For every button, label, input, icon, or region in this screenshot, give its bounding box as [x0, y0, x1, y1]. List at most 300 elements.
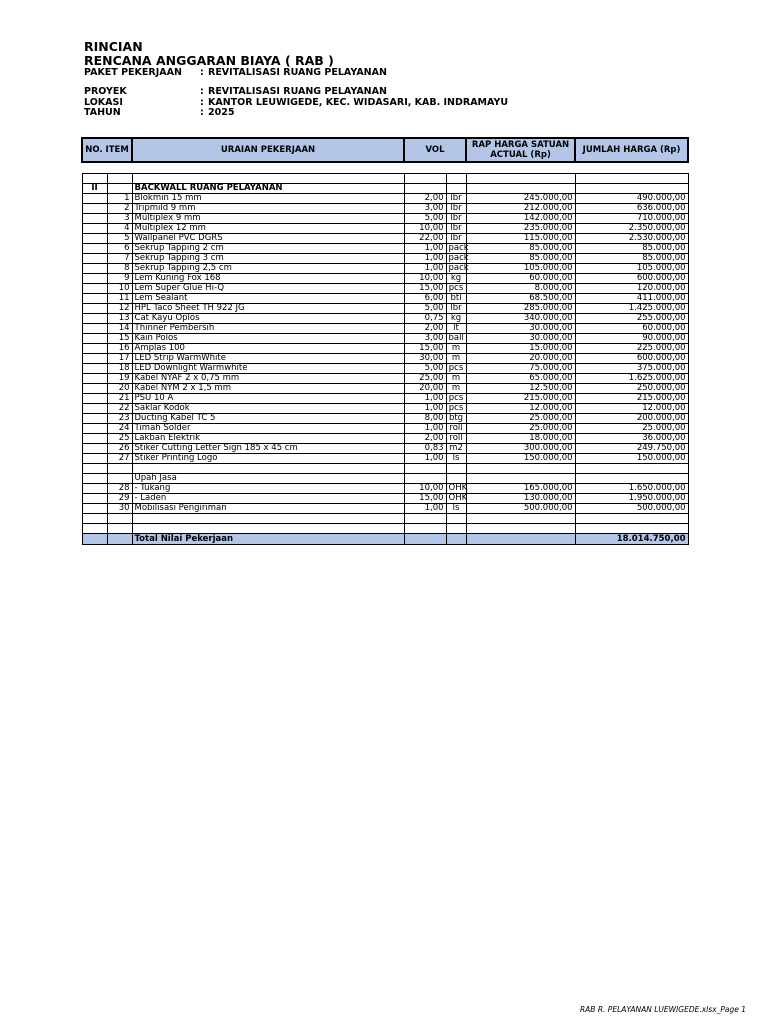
empty-row	[82, 524, 688, 534]
item-total-price: 25.000,00	[575, 424, 688, 434]
table-row	[82, 304, 688, 314]
item-volume: 2,00	[404, 324, 446, 334]
empty-cell	[446, 524, 466, 534]
item-unit-price: 68.500,00	[466, 294, 575, 304]
table-row	[82, 244, 688, 254]
empty-cell	[446, 514, 466, 524]
item-volume: 5,00	[404, 304, 446, 314]
empty-row	[82, 464, 688, 474]
field-label: TAHUN	[84, 107, 121, 118]
field-separator: :	[200, 97, 204, 108]
empty-cell	[404, 464, 446, 474]
item-number: 20	[107, 384, 132, 394]
item-description: Wallpanel PVC DGRS	[132, 234, 404, 244]
item-number: 18	[107, 364, 132, 374]
empty-cell	[107, 524, 132, 534]
item-number: 5	[107, 234, 132, 244]
item-total-price: 249.750,00	[575, 444, 688, 454]
empty-cell	[82, 334, 107, 344]
item-volume: 0,83	[404, 444, 446, 454]
item-total-price: 150.000,00	[575, 454, 688, 464]
field-label: PROYEK	[84, 86, 127, 97]
item-number: 16	[107, 344, 132, 354]
page-footer: RAB R. PELAYANAN LUEWIGEDE.xlsx_Page 1	[579, 1005, 746, 1014]
empty-cell	[446, 464, 466, 474]
item-unit-price: 8.000,00	[466, 284, 575, 294]
item-unit: lbr	[446, 214, 466, 224]
item-number: 25	[107, 434, 132, 444]
item-unit-price: 65.000,00	[466, 374, 575, 384]
item-description: Lem Sealant	[132, 294, 404, 304]
item-unit-price: 75.000,00	[466, 364, 575, 374]
item-description: Multiplex 9 mm	[132, 214, 404, 224]
item-volume: 10,00	[404, 274, 446, 284]
empty-cell	[82, 524, 107, 534]
total-row	[82, 534, 688, 545]
item-total-price: 490.000,00	[575, 194, 688, 204]
item-unit-price: 85.000,00	[466, 244, 575, 254]
item-total-price: 1.950.000,00	[575, 494, 688, 504]
empty-cell	[107, 514, 132, 524]
item-description: Sekrup Tapping 2,5 cm	[132, 264, 404, 274]
item-total-price: 1.650.000,00	[575, 484, 688, 494]
empty-cell	[466, 464, 575, 474]
item-total-price: 710.000,00	[575, 214, 688, 224]
col-header-total-price: JUMLAH HARGA (Rp)	[575, 138, 688, 162]
item-unit-price: 15.000,00	[466, 344, 575, 354]
item-volume: 30,00	[404, 354, 446, 364]
doc-subtitle: RENCANA ANGGARAN BIAYA ( RAB )	[84, 53, 334, 68]
item-unit-price: 30.000,00	[466, 324, 575, 334]
item-unit: btl	[446, 294, 466, 304]
item-description: Cat Kayu Oplos	[132, 314, 404, 324]
empty-cell	[107, 464, 132, 474]
item-unit: m	[446, 344, 466, 354]
empty-cell	[82, 344, 107, 354]
item-volume: 25,00	[404, 374, 446, 384]
empty-cell	[82, 304, 107, 314]
item-unit: lbr	[446, 234, 466, 244]
item-total-price: 600.000,00	[575, 354, 688, 364]
item-description: Amplas 100	[132, 344, 404, 354]
table-row	[82, 504, 688, 514]
field-separator: :	[200, 107, 204, 118]
item-volume: 1,00	[404, 424, 446, 434]
empty-cell	[82, 434, 107, 444]
field-separator: :	[200, 67, 204, 78]
item-unit: m	[446, 354, 466, 364]
item-number: 22	[107, 404, 132, 414]
table-row	[82, 214, 688, 224]
empty-cell	[82, 414, 107, 424]
item-total-price: 1.625.000,00	[575, 374, 688, 384]
empty-cell	[404, 514, 446, 524]
item-total-price: 215.000,00	[575, 394, 688, 404]
item-number: 14	[107, 324, 132, 334]
item-volume: 20,00	[404, 384, 446, 394]
item-number: 8	[107, 264, 132, 274]
empty-cell	[82, 384, 107, 394]
item-unit: pack	[446, 254, 466, 264]
item-volume: 1,00	[404, 264, 446, 274]
item-unit: lbr	[446, 224, 466, 234]
table-row	[82, 434, 688, 444]
empty-cell	[132, 464, 404, 474]
empty-cell	[466, 474, 575, 484]
table-row	[82, 414, 688, 424]
empty-cell	[107, 474, 132, 484]
item-description: Thinner Pembersih	[132, 324, 404, 334]
table-row	[82, 494, 688, 504]
item-number: 13	[107, 314, 132, 324]
empty-cell	[404, 534, 446, 545]
col-header-vol: VOL	[404, 138, 466, 162]
item-unit-price: 12.500,00	[466, 384, 575, 394]
item-total-price: 200.000,00	[575, 414, 688, 424]
item-number: 9	[107, 274, 132, 284]
item-volume: 1,00	[404, 394, 446, 404]
item-number: 30	[107, 504, 132, 514]
empty-cell	[466, 534, 575, 545]
item-unit-price: 115.000,00	[466, 234, 575, 244]
item-unit-price: 215.000,00	[466, 394, 575, 404]
empty-cell	[82, 234, 107, 244]
table-row	[82, 354, 688, 364]
table-body	[82, 162, 688, 545]
table-row	[82, 424, 688, 434]
item-unit: pack	[446, 244, 466, 254]
item-description: HPL Taco Sheet TH 922 JG	[132, 304, 404, 314]
item-description: - Laden	[132, 494, 404, 504]
item-unit-price: 165.000,00	[466, 484, 575, 494]
item-unit-price: 300.000,00	[466, 444, 575, 454]
item-description: Ducting Kabel TC 5	[132, 414, 404, 424]
item-volume: 15,00	[404, 494, 446, 504]
item-unit-price: 212.000,00	[466, 204, 575, 214]
item-unit: lt	[446, 324, 466, 334]
item-description: LED Strip WarmWhite	[132, 354, 404, 364]
table-row	[82, 284, 688, 294]
item-unit: lbr	[446, 204, 466, 214]
item-total-price: 636.000,00	[575, 204, 688, 214]
item-number: 27	[107, 454, 132, 464]
item-unit-price: 85.000,00	[466, 254, 575, 264]
item-unit: pcs	[446, 404, 466, 414]
empty-cell	[466, 524, 575, 534]
empty-cell	[132, 524, 404, 534]
item-total-price: 60.000,00	[575, 324, 688, 334]
table-row	[82, 224, 688, 234]
item-unit-price: 25.000,00	[466, 414, 575, 424]
item-total-price: 105.000,00	[575, 264, 688, 274]
item-description: Kain Polos	[132, 334, 404, 344]
section-row	[82, 184, 688, 194]
item-number: 28	[107, 484, 132, 494]
item-unit-price: 245.000,00	[466, 194, 575, 204]
item-unit: m2	[446, 444, 466, 454]
item-volume: 1,00	[404, 254, 446, 264]
field-label: LOKASI	[84, 97, 123, 108]
empty-cell	[82, 284, 107, 294]
field-value: REVITALISASI RUANG PELAYANAN	[208, 67, 387, 78]
item-description: Lem Kuning Fox 168	[132, 274, 404, 284]
item-number: 17	[107, 354, 132, 364]
table-row	[82, 394, 688, 404]
col-header-unit-price: RAP HARGA SATUAN ACTUAL (Rp)	[466, 138, 575, 162]
total-label: Total Nilai Pekerjaan	[132, 534, 404, 545]
item-number: 10	[107, 284, 132, 294]
item-total-price: 36.000,00	[575, 434, 688, 444]
item-unit: OHK	[446, 484, 466, 494]
item-volume: 5,00	[404, 214, 446, 224]
item-volume: 22,00	[404, 234, 446, 244]
table-row	[82, 234, 688, 244]
item-total-price: 375.000,00	[575, 364, 688, 374]
item-unit-price: 340.000,00	[466, 314, 575, 324]
item-total-price: 600.000,00	[575, 274, 688, 284]
empty-cell	[82, 294, 107, 304]
item-volume: 1,00	[404, 454, 446, 464]
item-volume: 1,00	[404, 244, 446, 254]
item-description: Timah Solder	[132, 424, 404, 434]
empty-cell	[82, 514, 107, 524]
labour-heading: Upah Jasa	[132, 474, 404, 484]
empty-cell	[82, 504, 107, 514]
table-row	[82, 484, 688, 494]
empty-cell	[82, 264, 107, 274]
field-value: 2025	[208, 107, 235, 118]
item-unit: m	[446, 384, 466, 394]
table-row	[82, 314, 688, 324]
empty-cell	[82, 454, 107, 464]
item-volume: 15,00	[404, 344, 446, 354]
item-number: 29	[107, 494, 132, 504]
empty-cell	[82, 424, 107, 434]
empty-cell	[575, 474, 688, 484]
item-number: 6	[107, 244, 132, 254]
total-value: 18.014.750,00	[575, 534, 688, 545]
empty-cell	[466, 514, 575, 524]
item-description: Kabel NYM 2 x 1,5 mm	[132, 384, 404, 394]
item-description: Mobilisasi Pengiriman	[132, 504, 404, 514]
empty-cell	[82, 244, 107, 254]
empty-cell	[82, 464, 107, 474]
empty-cell	[82, 324, 107, 334]
item-unit: pack	[446, 264, 466, 274]
item-volume: 10,00	[404, 484, 446, 494]
empty-row	[82, 174, 688, 184]
item-description: Blokmin 15 mm	[132, 194, 404, 204]
item-unit-price: 12.000,00	[466, 404, 575, 414]
item-total-price: 255.000,00	[575, 314, 688, 324]
section-title: BACKWALL RUANG PELAYANAN	[132, 184, 404, 194]
empty-cell	[446, 534, 466, 545]
item-total-price: 225.000,00	[575, 344, 688, 354]
doc-title: RINCIAN	[84, 39, 143, 54]
empty-cell	[82, 534, 107, 545]
item-description: Kabel NYAF 2 x 0,75 mm	[132, 374, 404, 384]
item-description: Stiker Cutting Letter Sign 185 x 45 cm	[132, 444, 404, 454]
empty-cell	[446, 474, 466, 484]
table-row	[82, 194, 688, 204]
item-description: Multiplex 12 mm	[132, 224, 404, 234]
item-number: 21	[107, 394, 132, 404]
item-volume: 10,00	[404, 224, 446, 234]
item-number: 11	[107, 294, 132, 304]
table-row	[82, 254, 688, 264]
item-description: Stiker Printing Logo	[132, 454, 404, 464]
table-row	[82, 404, 688, 414]
field-separator: :	[200, 86, 204, 97]
item-unit: pcs	[446, 364, 466, 374]
item-description: Tripmild 9 mm	[132, 204, 404, 214]
item-unit-price: 142.000,00	[466, 214, 575, 224]
empty-cell	[132, 514, 404, 524]
item-number: 19	[107, 374, 132, 384]
table-row	[82, 454, 688, 464]
item-number: 26	[107, 444, 132, 454]
item-unit-price: 285.000,00	[466, 304, 575, 314]
col-header-no: NO. ITEM	[82, 138, 132, 162]
empty-cell	[404, 474, 446, 484]
empty-cell	[107, 534, 132, 545]
item-volume: 0,75	[404, 314, 446, 324]
rab-table	[81, 137, 689, 545]
item-volume: 2,00	[404, 434, 446, 444]
item-unit-price: 18.000,00	[466, 434, 575, 444]
empty-cell	[82, 204, 107, 214]
table-row	[82, 264, 688, 274]
item-number: 15	[107, 334, 132, 344]
item-unit-price: 150.000,00	[466, 454, 575, 464]
item-unit: roll	[446, 424, 466, 434]
item-unit: ball	[446, 334, 466, 344]
item-volume: 2,00	[404, 194, 446, 204]
item-volume: 15,00	[404, 284, 446, 294]
empty-cell	[575, 524, 688, 534]
item-total-price: 2.530.000,00	[575, 234, 688, 244]
item-unit: pcs	[446, 394, 466, 404]
item-number: 24	[107, 424, 132, 434]
empty-cell	[82, 474, 107, 484]
table-row	[82, 384, 688, 394]
table-row	[82, 344, 688, 354]
item-unit: btg	[446, 414, 466, 424]
item-number: 7	[107, 254, 132, 264]
empty-cell	[575, 464, 688, 474]
item-unit-price: 235.000,00	[466, 224, 575, 234]
item-number: 1	[107, 194, 132, 204]
table-row	[82, 204, 688, 214]
item-total-price: 2.350.000,00	[575, 224, 688, 234]
empty-cell	[82, 494, 107, 504]
empty-cell	[82, 214, 107, 224]
labour-heading-row	[82, 474, 688, 484]
empty-cell	[82, 354, 107, 364]
empty-cell	[82, 484, 107, 494]
item-description: Sekrup Tapping 2 cm	[132, 244, 404, 254]
table-header-row	[82, 138, 688, 162]
item-unit: lbr	[446, 194, 466, 204]
table-row	[82, 364, 688, 374]
item-unit: m	[446, 374, 466, 384]
item-total-price: 1.425.000,00	[575, 304, 688, 314]
item-description: PSU 10 A	[132, 394, 404, 404]
item-unit-price: 20.000,00	[466, 354, 575, 364]
item-unit-price: 130.000,00	[466, 494, 575, 504]
empty-cell	[82, 394, 107, 404]
table-row	[82, 334, 688, 344]
empty-row	[82, 514, 688, 524]
section-number: II	[82, 184, 107, 194]
empty-cell	[82, 274, 107, 284]
empty-cell	[82, 444, 107, 454]
empty-cell	[82, 314, 107, 324]
item-unit: ls	[446, 454, 466, 464]
empty-cell	[82, 254, 107, 264]
table-row	[82, 324, 688, 334]
item-number: 23	[107, 414, 132, 424]
item-volume: 8,00	[404, 414, 446, 424]
item-unit-price: 30.000,00	[466, 334, 575, 344]
item-total-price: 120.000,00	[575, 284, 688, 294]
table-row	[82, 294, 688, 304]
item-total-price: 85.000,00	[575, 254, 688, 264]
item-unit: pcs	[446, 284, 466, 294]
field-label: PAKET PEKERJAAN	[84, 67, 182, 78]
empty-cell	[82, 364, 107, 374]
field-value: REVITALISASI RUANG PELAYANAN	[208, 86, 387, 97]
empty-cell	[82, 224, 107, 234]
item-total-price: 500.000,00	[575, 504, 688, 514]
item-unit: kg	[446, 274, 466, 284]
item-number: 4	[107, 224, 132, 234]
item-unit-price: 25.000,00	[466, 424, 575, 434]
empty-cell	[82, 374, 107, 384]
item-total-price: 411.000,00	[575, 294, 688, 304]
item-total-price: 85.000,00	[575, 244, 688, 254]
item-total-price: 90.000,00	[575, 334, 688, 344]
table-row	[82, 274, 688, 284]
item-unit-price: 60.000,00	[466, 274, 575, 284]
item-total-price: 12.000,00	[575, 404, 688, 414]
item-description: Saklar Kodok	[132, 404, 404, 414]
table-row	[82, 374, 688, 384]
item-number: 12	[107, 304, 132, 314]
item-volume: 1,00	[404, 404, 446, 414]
field-value: KANTOR LEUWIGEDE, KEC. WIDASARI, KAB. INDRAMAYU	[208, 97, 509, 108]
item-number: 3	[107, 214, 132, 224]
empty-cell	[575, 514, 688, 524]
item-unit-price: 105.000,00	[466, 264, 575, 274]
item-unit: kg	[446, 314, 466, 324]
item-unit: OHK	[446, 494, 466, 504]
item-description: Sekrup Tapping 3 cm	[132, 254, 404, 264]
item-description: Lakban Elektrik	[132, 434, 404, 444]
item-unit: roll	[446, 434, 466, 444]
item-volume: 3,00	[404, 334, 446, 344]
item-description: LED Downlight Warmwhite	[132, 364, 404, 374]
item-total-price: 250.000,00	[575, 384, 688, 394]
col-header-desc: URAIAN PEKERJAAN	[132, 138, 404, 162]
item-description: Lem Super Glue Hi-Q	[132, 284, 404, 294]
empty-cell	[82, 194, 107, 204]
item-number: 2	[107, 204, 132, 214]
item-description: - Tukang	[132, 484, 404, 494]
empty-cell	[404, 524, 446, 534]
item-unit: ls	[446, 504, 466, 514]
item-volume: 6,00	[404, 294, 446, 304]
